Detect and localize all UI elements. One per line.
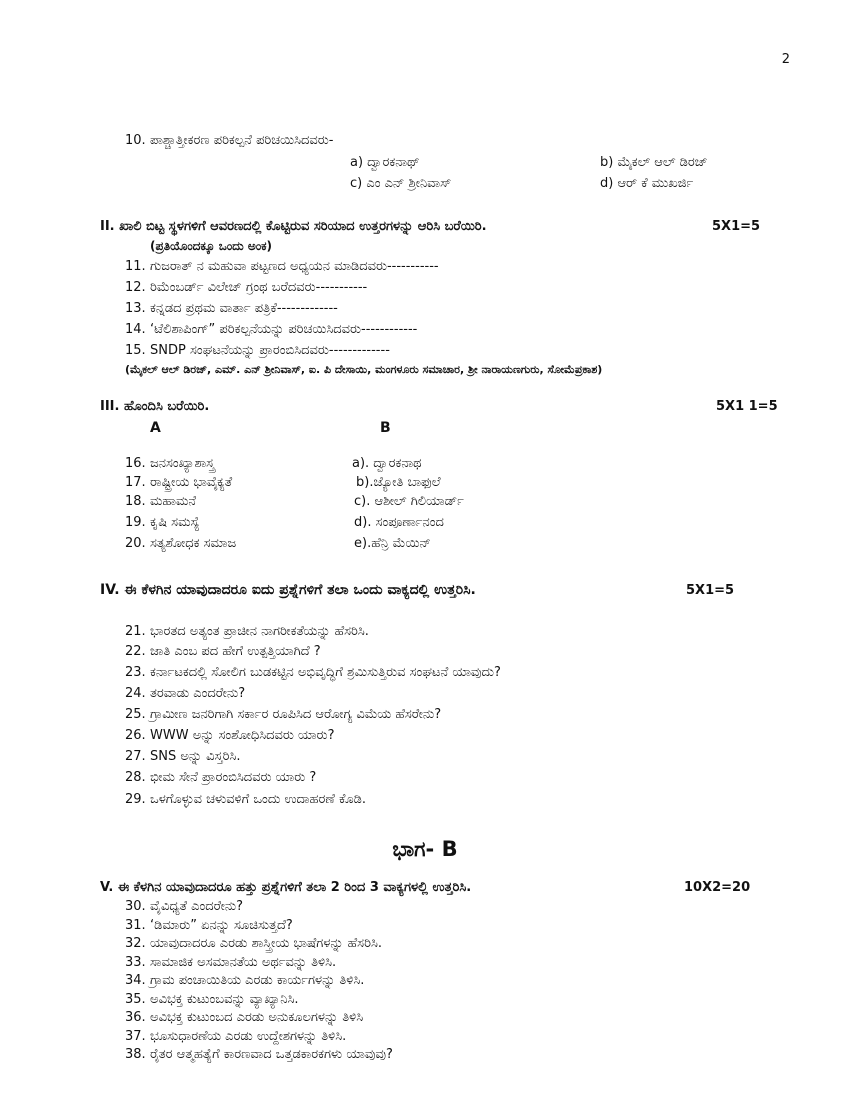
question-text: ರಿಮೆಂಬರ್ಡ್ ವಿಲೇಜ್ ಗ್ರಂಥ ಬರೆದವರು----------- <box>150 280 368 295</box>
question-number: 25. <box>125 707 146 722</box>
question-text: ಭೂಸುಧಾರಣೆಯ ಎರಡು ಉದ್ದೇಶಗಳನ್ನು ತಿಳಿಸಿ. <box>150 1029 347 1044</box>
question-10 <box>125 134 333 147</box>
column-a-item: ಕೃಷಿ ಸಮಸ್ಯೆ <box>150 515 200 530</box>
question-27 <box>125 750 240 763</box>
question-31 <box>125 919 293 932</box>
question-text: ಪಾಶ್ಚಾತ್ತೀಕರಣ ಪರಿಕಲ್ಪನೆ ಪರಿಚಯಿಸಿದವರು- <box>150 133 334 148</box>
section-4-title: IV. ಈ ಕೆಳಗಿನ ಯಾವುದಾದರೂ ಐದು ಪ್ರಶ್ನೆಗಳಿಗೆ ತಲಾ ಒಂದು ವಾಕ್ಯದಲ್ಲಿ ಉತ್ತರಿಸಿ. <box>100 582 476 598</box>
question-number: 36. <box>125 1010 146 1025</box>
question-11 <box>125 260 439 273</box>
question-number: 22. <box>125 644 146 659</box>
question-number: 19. <box>125 515 146 530</box>
column-b-item: e).ಹೆನ್ರಿ ಮೆಯಿನ್ <box>354 536 431 551</box>
question-text: ಸಾಮಾಜಿಕ ಅಸಮಾನತೆಯ ಅರ್ಥವನ್ನು ತಿಳಿಸಿ. <box>150 955 337 970</box>
question-number: 18. <box>125 494 146 509</box>
question-20 <box>125 537 236 550</box>
question-number: 17. <box>125 475 146 490</box>
question-number: 27. <box>125 749 146 764</box>
question-text: ಜಾತಿ ಎಂಬ ಪದ ಹೇಗೆ ಉತ್ಪತ್ತಿಯಾಗಿದೆ ? <box>150 644 321 659</box>
section-3-title: III. ಹೊಂದಿಸಿ ಬರೆಯಿರಿ. <box>100 399 210 414</box>
question-text: WWW ಅನ್ನು ಸಂಶೋಧಿಸಿದವರು ಯಾರು? <box>150 728 335 743</box>
question-number: 38. <box>125 1047 146 1062</box>
column-a-item: ಜನಸಂಖ್ಯಾಶಾಸ್ತ್ರ <box>150 456 215 471</box>
question-number: 11. <box>125 259 146 274</box>
question-number: 21. <box>125 624 146 639</box>
question-number: 26. <box>125 728 146 743</box>
question-15 <box>125 344 390 357</box>
question-number: 30. <box>125 899 146 914</box>
column-a-heading: A <box>150 420 161 436</box>
question-33 <box>125 956 336 969</box>
question-text: ಒಳಗೊಳ್ಳುವ ಚಳುವಳಿಗೆ ಒಂದು ಉದಾಹರಣೆ ಕೊಡಿ. <box>150 792 366 807</box>
question-number: 23. <box>125 665 146 680</box>
question-26 <box>125 729 334 742</box>
question-number: 13. <box>125 301 146 316</box>
question-text: ಭಾರತದ ಅತ್ಯಂತ ಪ್ರಾಚೀನ ನಾಗರೀಕತೆಯನ್ನು ಹೆಸರಿಸಿ. <box>150 624 369 639</box>
question-number: 28. <box>125 770 146 785</box>
question-text: ಅವಿಭಕ್ತ ಕುಟುಂಬದ ಎರಡು ಅನುಕೂಲಗಳನ್ನು ತಿಳಿಸಿ <box>150 1010 364 1025</box>
question-text: SNS ಅನ್ನು ವಿಸ್ತರಿಸಿ. <box>150 749 241 764</box>
section-5-title: V. ಈ ಕೆಳಗಿನ ಯಾವುದಾದರೂ ಹತ್ತು ಪ್ರಶ್ನೆಗಳಿಗೆ ತಲಾ 2 ರಿಂದ 3 ವಾಕ್ಯಗಳಲ್ಲಿ ಉತ್ತರಿಸಿ. <box>100 880 472 895</box>
question-30 <box>125 900 243 913</box>
question-14 <box>125 323 417 336</box>
question-text: ರೈತರ ಆತ್ಮಹತ್ಯೆಗೆ ಕಾರಣವಾದ ಒತ್ತಡಕಾರಕಗಳು ಯಾವುವು? <box>150 1047 393 1062</box>
question-22 <box>125 645 321 658</box>
column-b-item: b).ಜ್ಯೋತಿ ಬಾಫುಲೆ <box>356 475 441 490</box>
column-b-item: d). ಸಂಪೂರ್ಣಾನಂದ <box>354 515 444 530</box>
question-text: ‘ಟೆಲಿಶಾಪಿಂಗ್” ಪರಿಕಲ್ಪನೆಯನ್ನು ಪರಿಚಯಿಸಿದವರು------------ <box>150 322 418 337</box>
question-number: 29. <box>125 792 146 807</box>
question-number: 32. <box>125 936 146 951</box>
question-19 <box>125 516 200 529</box>
question-number: 20. <box>125 536 146 551</box>
question-21 <box>125 625 369 638</box>
question-35 <box>125 993 299 1006</box>
section-2-marks: 5X1=5 <box>712 219 761 234</box>
question-number: 14. <box>125 322 146 337</box>
section-5-marks: 10X2=20 <box>684 880 751 895</box>
question-text: ಭೀಮ ಸೇನೆ ಪ್ರಾರಂಬಿಸಿದವರು ಯಾರು ? <box>150 770 317 785</box>
question-number: 35. <box>125 992 146 1007</box>
question-number: 24. <box>125 686 146 701</box>
question-29 <box>125 793 366 806</box>
question-23 <box>125 666 501 679</box>
question-13 <box>125 302 338 315</box>
question-text: ಗ್ರಾಮೀಣ ಜನರಿಗಾಗಿ ಸರ್ಕಾರ ರೂಪಿಸಿದ ಆರೋಗ್ಯ ವಿಮೆಯ ಹೆಸರೇನು? <box>150 707 442 722</box>
column-b-item: c). ಆಶೀಲ್ ಗಿಲಿಯಾರ್ಡ್ <box>354 494 464 509</box>
question-32 <box>125 937 382 950</box>
q10-option-a: a) ದ್ವಾರಕನಾಥ್ <box>350 155 420 170</box>
question-number: 37. <box>125 1029 146 1044</box>
question-text: ಕನ್ನಡದ ಪ್ರಥಮ ವಾರ್ತಾ ಪತ್ರಿಕೆ------------- <box>150 301 338 316</box>
question-number: 34. <box>125 973 146 988</box>
question-17 <box>125 476 232 489</box>
part-b-title: ಭಾಗ- B <box>392 837 458 861</box>
section-3-marks: 5X1 1=5 <box>716 399 778 414</box>
question-24 <box>125 687 245 700</box>
section-2-choices: (ಮೈಕಲ್ ಆಲ್ ಡಿರಜ್, ಎಮ್. ಎನ್ ಶ್ರೀನಿವಾಸ್, ಐ. ಪಿ ದೇಸಾಯಿ, ಮಂಗಳೂರು ಸಮಾಚಾರ, ಶ್ರೀ ನಾರಾಯಣಗುರು, ಸೋಮೆಪ್ರಕಾಶ) <box>125 363 603 376</box>
question-28 <box>125 771 316 784</box>
column-b-item: a). ದ್ವಾರಕನಾಥ <box>352 456 422 471</box>
question-34 <box>125 974 364 987</box>
q10-option-b: b) ಮೈಕಲ್ ಆಲ್ ಡಿರಜ್ <box>600 155 708 170</box>
question-text: ‘ಡಿಮಾರು” ಏನನ್ನು ಸೂಚಿಸುತ್ತದೆ? <box>150 918 293 933</box>
q10-option-c: c) ಎಂ ಎನ್ ಶ್ರೀನಿವಾಸ್ <box>350 176 452 191</box>
question-12 <box>125 281 367 294</box>
page-number: 2 <box>781 52 790 67</box>
question-number: 10. <box>125 133 146 148</box>
question-number: 15. <box>125 343 146 358</box>
question-text: ಗ್ರಾಮ ಪಂಚಾಯಿತಿಯ ಎರಡು ಕಾರ್ಯಗಳನ್ನು ತಿಳಿಸಿ. <box>150 973 365 988</box>
section-2-subtitle: (ಪ್ರತಿಯೊಂದಕ್ಕೂ ಒಂದು ಅಂಕ) <box>150 239 273 253</box>
column-a-item: ರಾಷ್ಟ್ರೀಯ ಭಾವೈಕ್ಯತೆ <box>150 475 233 490</box>
question-text: ಯಾವುದಾದರೂ ಎರಡು ಶಾಸ್ತ್ರೀಯ ಭಾಷೆಗಳನ್ನು ಹೆಸರಿಸಿ. <box>150 936 382 951</box>
column-a-item: ಮಹಾಮನೆ <box>150 494 197 509</box>
section-4-marks: 5X1=5 <box>686 583 735 598</box>
question-text: ಗುಜರಾತ್ ನ ಮಹುವಾ ಪಟ್ಟಣದ ಅಧ್ಯಯನ ಮಾಡಿದವರು----------- <box>150 259 439 274</box>
q10-option-d: d) ಆರ್ ಕೆ ಮುಖರ್ಜಿ <box>600 176 694 191</box>
question-number: 33. <box>125 955 146 970</box>
question-25 <box>125 708 441 721</box>
question-number: 12. <box>125 280 146 295</box>
question-text: ವೈವಿಧ್ಯತೆ ಎಂದರೇನು? <box>150 899 244 914</box>
column-b-heading: B <box>380 420 391 436</box>
question-text: ಅವಿಭಕ್ತ ಕುಟುಂಬವನ್ನು ವ್ಯಾಖ್ಯಾನಿಸಿ. <box>150 992 299 1007</box>
question-16 <box>125 457 215 470</box>
question-36 <box>125 1011 363 1024</box>
question-37 <box>125 1030 346 1043</box>
column-a-item: ಸತ್ಯಶೋಧಕ ಸಮಾಜ <box>150 536 237 551</box>
question-number: 16. <box>125 456 146 471</box>
question-text: ಕರ್ನಾಟಕದಲ್ಲಿ ಸೋಲಿಗ ಬುಡಕಟ್ಟಿನ ಅಭಿವೃದ್ಧಿಗೆ ಶ್ರಮಿಸುತ್ತಿರುವ ಸಂಘಟನೆ ಯಾವುದು? <box>150 665 501 680</box>
section-2-title: II. ಖಾಲಿ ಬಿಟ್ಟ ಸ್ಥಳಗಳಿಗೆ ಆವರಣದಲ್ಲಿ ಕೊಟ್ಟಿರುವ ಸರಿಯಾದ ಉತ್ತರಗಳನ್ನು ಆರಿಸಿ ಬರೆಯಿರಿ. <box>100 219 487 234</box>
question-18 <box>125 495 196 508</box>
question-38 <box>125 1048 393 1061</box>
question-text: ತರವಾಡು ಎಂದರೇನು? <box>150 686 246 701</box>
question-text: SNDP ಸಂಘಟನೆಯನ್ನು ಪ್ರಾರಂಬಿಸಿದವರು------------- <box>150 343 390 358</box>
question-number: 31. <box>125 918 146 933</box>
